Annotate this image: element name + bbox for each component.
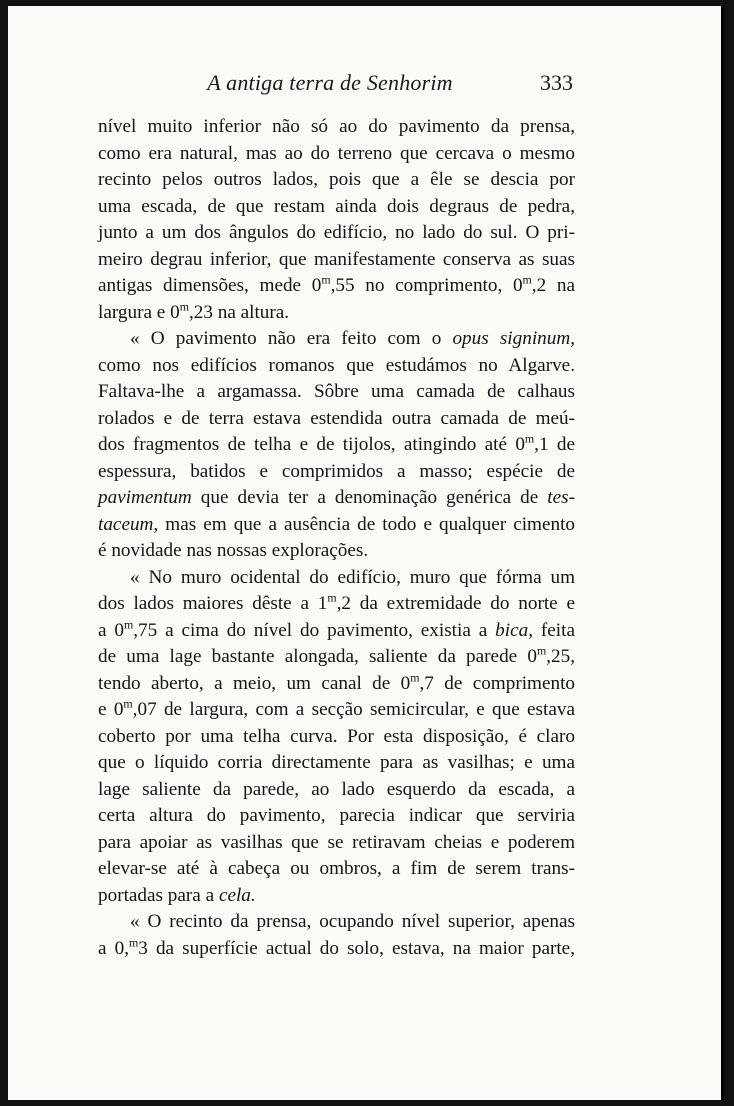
text-line: de uma lage bastante alongada, saliente da parede 0$^m$,25,	[98, 643, 575, 667]
text-line: rolados e de terra estava estendida outra camada de meú-	[98, 407, 575, 429]
text-line: coberto por uma telha curva. Por esta disposição, é claro	[98, 725, 575, 747]
text-line: nível muito inferior não só ao do pavimento da prensa,	[98, 116, 575, 137]
text-line: « No muro ocidental do edifício, muro que fórma um	[130, 566, 575, 588]
text-line: dos fragmentos de telha e de tijolos, atingindo até 0$^m$,1 de	[98, 431, 575, 455]
text-line: espessura, batidos e comprimidos a masso; espécie de	[98, 460, 575, 482]
running-title: A antiga terra de Senhorim	[207, 70, 453, 95]
text-line: Faltava-lhe a argamassa. Sôbre uma camada de calhaus	[98, 381, 575, 402]
text-line: meiro degrau inferior, que manifestamente conserva as suas	[98, 248, 575, 270]
page-number: 333	[540, 70, 573, 95]
text-line: taceum, mas em que a ausência de todo e qualquer cimento	[98, 513, 575, 535]
text-line: largura e 0$^m$,23 na altura.	[98, 299, 290, 323]
text-line: pavimentum que devia ter a denominação genérica de tes-	[98, 487, 575, 508]
text-line: antigas dimensões, mede 0$^m$,55 no comprimento, 0$^m$,2 na	[98, 272, 575, 296]
text-line: « O pavimento não era feito com o opus signinum,	[130, 328, 575, 349]
text-line: como nos edifícios romanos que estudámos no Algarve.	[98, 354, 575, 376]
text-line: uma escada, de que restam ainda dois degraus de pedra,	[98, 195, 575, 217]
text-line: e 0$^m$,07 de largura, com a secção semicircular, e que estava	[98, 696, 575, 720]
text-line: elevar-se até à cabeça ou ombros, a fim de serem trans-	[98, 858, 575, 879]
text-line: como era natural, mas ao do terreno que cercava o mesmo	[98, 142, 575, 164]
text-line: para apoiar as vasilhas que se retiravam cheias e poderem	[98, 831, 575, 853]
page-header	[0, 66, 734, 96]
text-line: a 0$^m$,75 a cima do nível do pavimento, existia a bica, feita	[98, 617, 575, 641]
text-line: « O recinto da prensa, ocupando nível superior, apenas	[130, 911, 575, 932]
text-line: que o líquido corria directamente para as vasilhas; e uma	[98, 752, 575, 773]
body-text	[98, 114, 575, 962]
text-line: junto a um dos ângulos do edifício, no lado do sul. O pri-	[98, 222, 575, 243]
text-line: dos lados maiores dêste a 1$^m$,2 da extremidade do norte e	[98, 590, 575, 614]
text-line: recinto pelos outros lados, pois que a êle se descia por	[98, 169, 575, 190]
text-line: a 0,$^m$3 da superfície actual do solo, estava, na maior parte,	[98, 935, 575, 959]
text-line: tendo aberto, a meio, um canal de 0$^m$,7 de comprimento	[98, 670, 576, 694]
text-line: portadas para a cela.	[98, 884, 256, 906]
text-line: lage saliente da parede, ao lado esquerdo da escada, a	[98, 778, 575, 800]
text-line: é novidade nas nossas explorações.	[98, 540, 369, 561]
text-line: certa altura do pavimento, parecia indicar que serviria	[98, 805, 575, 826]
